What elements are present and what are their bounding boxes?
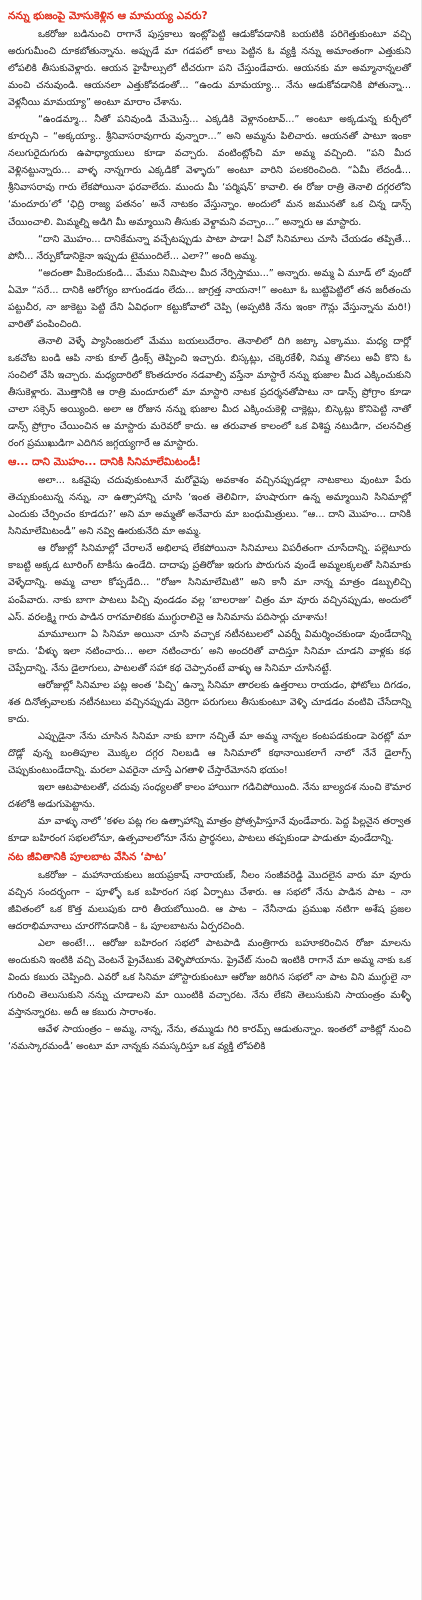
article-paragraph: ఎలా అంటే!... ఆరోజు బహిరంగ సభలో పాటపాడి మంత్రిగారు బహూకరించిన రోజా మాలను అందుకుని ఇంటికి వచ్చి వెంటనే ప్రైవేటుకు వెళ్ళిపోయాను. ప్రైవేట్ నుంచి ఇంటికి రాగానే మా అమ్మ నాకు ఒక విందు కబురు చెప్పింది. ఎవరో ఒక సినిమా హొస్టారుకుంటూ ఆరోజు జరిగిన సభలో నా పాట విని ముగ్ధులై నా గురించి తెలుసుకుని నన్ను చూడాలని మా యింటికి వచ్చారట. నేను లేకని తెలుసుకుని సాయంత్రం మళ్ళీ వస్తానన్నారట. అదీ ఆ కబురు సారాంశం.: [8, 938, 411, 1018]
article-paragraph: తెనాలి వెళ్ళే ప్యాసింజరులో మేము బయలుదేరాం. తెనాలిలో దిగి జట్కా ఎక్కాము. మధ్య దార్లో ఒకచోట బండి ఆపి నాకు కూల్ డ్రింక్స్ తెప్పించి ఇచ్చారు. బిస్కట్లు, చక్కెరకేళీ, నిమ్మ తొనలు అవీ కొని ఓ సంచిలో వేసి ఇచ్చారు. మధ్యదారిలో కొంతదూరం నడవాల్సి వస్తేనా మాస్టారే నన్ను భుజాల మీద ఎక్కించుకుని తీసుకెళ్లారు. మొత్తానికి ఆ రాత్రి మందూరులో మా మాస్టారి నాటక ప్రదర్శనతోపాటు నా డాన్స్ ప్రోగ్రాం కూడా చాలా సక్సెస్ అయ్యింది. అలా ఆ రోజున నన్ను భుజాల మీద ఎక్కించుకెళ్లి చాక్లెట్లు, బిస్కెట్లు కొనిపెట్టి నాతో డాన్స్ ప్రోగ్రాం చేయించిన ఆ మాస్టారు మరెవరో కాదు. ఆ తరువాత కాలంలో ఒక విశిష్ట నటుడిగా, చలనచిత్ర రంగ ప్రముఖుడిగా ఎదిగిన జగ్గయ్యగారే ఆ మాస్టారు.: [8, 335, 411, 450]
article-paragraph: ఒకరోజు బడినుంచి రాగానే పుస్తకాలు ఇంట్లోపెట్టి ఆడుకోవడానికి బయటికి పరిగెత్తుకుంటూ వచ్చి అరుగుమీంచి దూకబోతున్నాను. అప్పుడే మా గడపలో కాలు పెట్టిన ఓ వ్యక్తి నన్ను అమాంతంగా ఎత్తుకుని లోపలికి తీసుకువెళ్లారు. ఆయన హైహీల్సులో టీచరుగా పని చేస్తుండేవారు. ఆయనకు మా అమ్మానాన్నలతో మంచి చనువుండి. ఆయనలా ఎత్తుకోవడంతో... “ఉండు మామయ్యా... నేను ఆడుకోవడానికి పోతున్నా... వెళ్లనీయి మామయ్యా” అంటూ మారాం చేశాను.: [8, 29, 411, 109]
article-paragraph: ఇలా ఆటపాటలతో, చదువు సంధ్యలతో కాలం హాయిగా గడిచిపోయింది. నేను బాల్యదశ నుంచి కౌమార దశలోకి అడుగుపెట్టాను.: [8, 782, 411, 811]
article-paragraph: “దాని మొహం... దానికేమన్నా వచ్చేటప్పుడు పాటా పాడా! ఏవో సినిమాలు చూసి చేయడం తప్పితే... పోనీ... నేర్పుకోడానికైనా ఇప్పుడు టైముందిలే... ఎలా?” అంది అమ్మ.: [8, 233, 411, 262]
section-heading: నట జీవితానికి పూలబాట వేసిన ‘పాట’: [8, 851, 167, 864]
article-paragraph: ఆరోజుల్లో సినిమాల పట్ల అంత ‘పిచ్చి’ ఉన్నా సినిమా తారలకు ఉత్తరాలు రాయడం, ఫోటోలు దిగడం, శత దినోత్సవాలకు నటీనటులు వచ్చినప్పుడు వెర్రిగా పరుగులు తీసుకుంటూ వెళ్ళి చూడడం వంటివి చేసేదాన్ని కాదు.: [8, 679, 411, 725]
article-paragraph: ఆవేళ సాయంత్రం – అమ్మ, నాన్న, నేను, తమ్ముడు గిరి కారమ్స్ ఆడుతున్నాం. ఇంతలో వాకిట్లో నుంచి ‘నమస్కారమండీ’ అంటూ మా నాన్నకు నమస్కరిస్తూ ఒక వ్యక్తి లోపలికి: [8, 1023, 411, 1052]
article-body: [8, 6, 411, 1055]
article-paragraph: మా వాళ్ళు నాలో ‘కళల పట్ల గల ఉత్సాహాన్ని మాత్రం ప్రోత్సహిస్తూనే వుండేవారు. పెద్ద పిల్లనైన తర్వాత కూడా బహిరంగ సభలలోనూ, ఉత్సవాలలోనూ నేను ప్రార్థనలు, పాటలు తప్పకుండా పాడుతూ వుండేదాన్ని.: [8, 816, 411, 845]
article-paragraph: మామూలుగా ఏ సినిమా అయినా చూసి వచ్చాక నటీనటులలో ఎవర్నీ విమర్శించకుండా వుండేదాన్ని కాదు. ‘వీళ్ళు ఇలా నటించారు... అలా నటించారు’ అని అందరితో వాదిస్తూ సినిమా చూడని వాళ్లకు కథ చెప్పేదాన్ని. నేను డైలాగులు, పాటలతో సహా కథ చెప్పానంటే వాళ్ళు ఆ సినిమా చూసినట్టే.: [8, 628, 411, 674]
article-paragraph: అలా... ఒకవైపు చదువుకుంటూనే మరోవైపు అవకాశం వచ్చినప్పుడల్లా నాటకాలు వుంటూ పేరు తెచ్చుకుంటున్న నన్ను, నా ఉత్సాహాన్ని చూసి ‘ఇంత తెలివిగా, హుషారుగా ఉన్న అమ్మాయిని సినిమాల్లో ఎందుకు చేర్పించం కూడదు?’ అని మా అమ్మతో అనేవారు మా బంధుమిత్రులు. “ఆ... దాని మొహం... దానికి సినిమాలేమిటండీ” అని నవ్వి ఊరుకునేది మా అమ్మ.: [8, 475, 411, 538]
article-paragraph: ఎప్పుడైనా నేను చూసిన సినిమా నాకు బాగా నచ్చితే మా అమ్మ నాన్నల కంటపడకుండా పెరట్లో మా దొడ్లో వున్న బంతిపూల మొక్కల దగ్గర నిలబడి ఆ సినిమాలో కథానాయికలాగే నాలో నేనే డైలాగ్స్ చెప్పుకుంటుండేదాన్ని. మరలా ఎవరైనా చూస్తే ఎగతాళి చేస్తారేమోనని భయం!: [8, 730, 411, 776]
article-paragraph: “ఉండమ్మా... నీతో పనివుండి మేమొస్తే... ఎక్కడికి వెళ్లానంటావ్...” అంటూ అక్కడున్న కుర్చీలో కూర్చుని – “అక్కయ్యా.. శ్రీనివాసరావుగారు వున్నారా...” అని అమ్మను పిలిచారు. ఆయనతో పాటూ ఇంకా నలుగురైదుగురు ఉపాధ్యాయులు కూడా వచ్చారు. వంటింట్లోంచి మా అమ్మ వచ్చింది. “పని మీద వెళ్లినట్టున్నారు... వాళ్ళ నాన్నగారు ఎక్కడికో వెళ్ళారు” అంటూ వారిని పలకరించింది. “ఏమీ లేదండీ... శ్రీనివాసరావు గారు లేకపోయినా ఫరవాలేదు. ముందు మీ ‘పర్మిషన్’ కావాలి. ఈ రోజు రాత్రి తెనాలి దగ్గరలోని ‘మందూరు’లో ‘ఛిద్రి రాజ్య పతనం’ అనే నాటకం వేస్తున్నాం. అందులో మన జమునతో ఒక చిన్న డాన్స్ చేయించాలి. మిమ్మల్ని అడిగి మీ అమ్మాయిని తీసుకు వెళ్దామని వచ్చాం...” అన్నారు ఆ మాస్టారు.: [8, 114, 411, 228]
article-paragraph: ఒకరోజు – మహానాయకులు జయప్రకాష్ నారాయణ్, నీలం సంజీవరెడ్డి మొదలైన వారు మా వూరు వచ్చిన సందర్భంగా – పూళ్ళో ఒక బహిరంగ సభ ఏర్పాటు చేశారు. ఆ సభలో నేను పాడిన పాట – నా జీవితంలో ఒక కొత్త మలుపుకు దారి తీయబోయింది. ఆ పాట – నేనీనాడు ప్రముఖ నటిగా అశేష ప్రజల ఆదరాభిమానాలు చూరగొనడానికి – ఓ పూలబాటను ఏర్పరచింది.: [8, 870, 411, 933]
section-heading: నన్ను భుజంపై మోసుకెళ్లిన ఆ మామయ్య ఎవరు?: [8, 10, 208, 22]
article-paragraph: “అదంతా మీకెందుకండి... మేము నిమిషాల మీద నేర్పిస్తాము...” అన్నారు. అమ్మ ఏ మూడ్ లో వుందో ఏమో “సరే... దానికి ఆరోగ్యం బాగుండడం లేదు... జాగ్రత్త నాయనా!” అంటూ ఓ బుట్టిపెట్టిలో తన జరీతంచు పట్టుచీర, నా జాకెట్టు పెట్టి దేని ఏవిధంగా కట్టుకోవాలో చెప్పి (అప్పటికి నేను ఇంకా గౌన్లు వేస్తున్నాను మరి!) వారితో పంపించింది.: [8, 267, 411, 330]
section-heading: ఆ... దాని మొహం... దానికి సినిమాలేమిటండీ!: [8, 456, 201, 469]
article-paragraph: ఆ రోజుల్లో సినిమాల్లో చేరాలనే అభిలాష లేకపోయినా సినిమాలు విపరీతంగా చూసేదాన్ని. పల్లెటూరు కాబట్టి అక్కడ టూరింగ్ టాకీసు ఉండేది. దాదాపు ప్రతిరోజు ఇరుగు పొరుగున వుండే అమ్మలక్కలతో సినిమాకు వెళ్ళేదాన్ని. అమ్మ చాలా కోప్పడేది... “రోజూ సినిమాలేమిటి” అని కానీ మా నాన్న మాత్రం డబ్బులిచ్చి పంపేవారు. నాకు బాగా పాటలు పిచ్చి వుండడం వల్ల ‘బాలరాజు’ చిత్రం మా వూరు వచ్చినప్పుడు, అందులో ఎస్. వరలక్ష్మి గారు పాడిన రాగమాలికకు ముగ్ధురాలినై ఆ సినిమాను పదిసార్లు చూశాను!: [8, 543, 411, 623]
